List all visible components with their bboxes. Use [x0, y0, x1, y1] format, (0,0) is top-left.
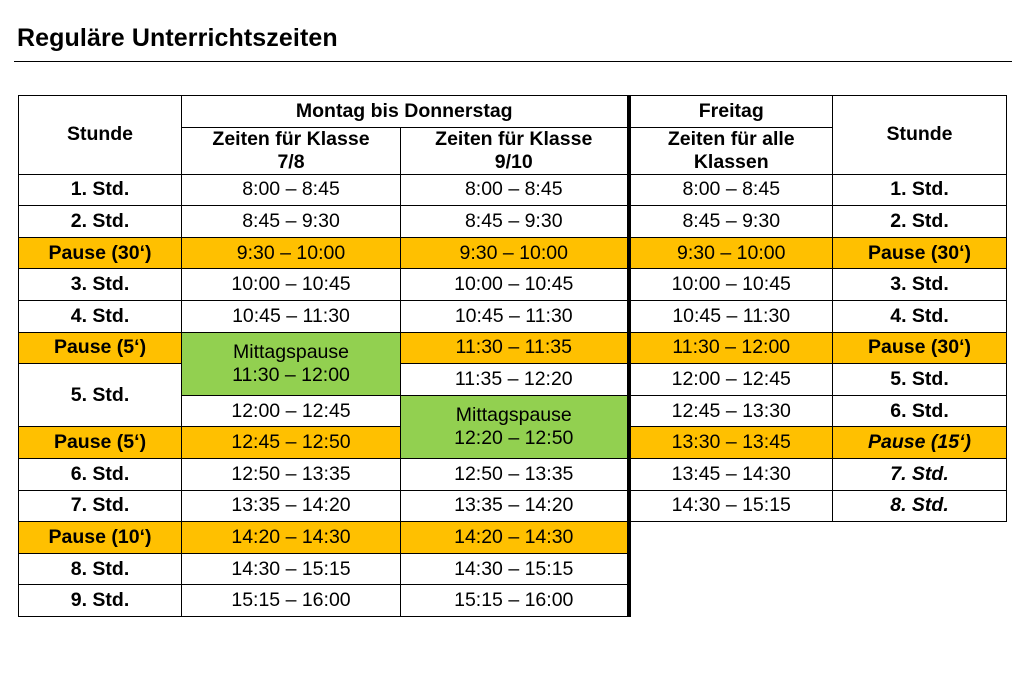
time-cell-9-10: 14:30 – 15:15 [401, 553, 629, 585]
page-title: Reguläre Unterrichtszeiten [17, 24, 338, 52]
time-cell-friday: 12:00 – 12:45 [629, 364, 833, 396]
time-cell-9-10: 11:35 – 12:20 [401, 364, 629, 396]
header-klasse-9-10 [401, 127, 629, 174]
row-label: Pause (5‘) [19, 332, 182, 364]
header-klasse-7-8 [182, 127, 401, 174]
time-cell-7-8: 10:00 – 10:45 [182, 269, 401, 301]
mittagspause-cell-9-10 [401, 395, 629, 458]
time-cell-friday: 9:30 – 10:00 [629, 237, 833, 269]
table-row [19, 206, 1007, 238]
mittagspause-time-7-8: 11:30 – 12:00 [232, 363, 350, 386]
time-cell-9-10: 8:00 – 8:45 [401, 174, 629, 206]
schedule-table [18, 95, 1007, 617]
row-label: 5. Std. [19, 364, 182, 427]
mittagspause-label-7-8: Mittagspause [233, 340, 349, 363]
table-row [19, 174, 1007, 206]
table-row [19, 269, 1007, 301]
header-stunde-left: Stunde [19, 96, 182, 175]
time-cell-7-8: 8:45 – 9:30 [182, 206, 401, 238]
time-cell-9-10: 9:30 – 10:00 [401, 237, 629, 269]
header-stunde-right: Stunde [833, 96, 1007, 175]
time-cell-9-10: 10:45 – 11:30 [401, 300, 629, 332]
time-cell-7-8: 8:00 – 8:45 [182, 174, 401, 206]
time-cell-friday: 8:00 – 8:45 [629, 174, 833, 206]
time-cell-9-10: 11:30 – 11:35 [401, 332, 629, 364]
time-cell-9-10: 12:50 – 13:35 [401, 458, 629, 490]
mittagspause-cell-7-8 [182, 332, 401, 395]
title-underline [14, 61, 1012, 62]
header-alle-klassen-line1: Zeiten für alle [667, 127, 795, 150]
friday-row-label: 4. Std. [833, 300, 1007, 332]
time-cell-7-8: 14:30 – 15:15 [182, 553, 401, 585]
table-row [19, 553, 1007, 585]
row-label: 3. Std. [19, 269, 182, 301]
time-cell-7-8: 12:45 – 12:50 [182, 427, 401, 459]
friday-row-label: 2. Std. [833, 206, 1007, 238]
empty-area [629, 522, 1007, 554]
row-label: 4. Std. [19, 300, 182, 332]
time-cell-friday: 8:45 – 9:30 [629, 206, 833, 238]
friday-row-label: Pause (30‘) [833, 332, 1007, 364]
table-row [19, 458, 1007, 490]
time-cell-9-10: 8:45 – 9:30 [401, 206, 629, 238]
time-cell-9-10: 13:35 – 14:20 [401, 490, 629, 522]
row-label: 7. Std. [19, 490, 182, 522]
time-cell-7-8: 10:45 – 11:30 [182, 300, 401, 332]
time-cell-7-8: 15:15 – 16:00 [182, 585, 401, 617]
empty-area [629, 585, 1007, 617]
table-row [19, 364, 1007, 396]
time-cell-friday: 14:30 – 15:15 [629, 490, 833, 522]
time-cell-friday: 10:00 – 10:45 [629, 269, 833, 301]
row-label: Pause (10‘) [19, 522, 182, 554]
friday-row-label: 5. Std. [833, 364, 1007, 396]
time-cell-7-8: 12:50 – 13:35 [182, 458, 401, 490]
friday-row-label: 7. Std. [833, 458, 1007, 490]
row-label: 9. Std. [19, 585, 182, 617]
friday-row-label: Pause (30‘) [833, 237, 1007, 269]
row-label: 6. Std. [19, 458, 182, 490]
friday-row-label: Pause (15‘) [833, 427, 1007, 459]
row-label: Pause (30‘) [19, 237, 182, 269]
mittagspause-label-9-10: Mittagspause [455, 403, 572, 426]
header-klasse-9-10-line2: 9/10 [494, 150, 533, 173]
friday-row-label: 3. Std. [833, 269, 1007, 301]
friday-row-label: 1. Std. [833, 174, 1007, 206]
friday-row-label: 8. Std. [833, 490, 1007, 522]
header-freitag: Freitag [629, 96, 833, 128]
time-cell-friday: 13:30 – 13:45 [629, 427, 833, 459]
table-row [19, 490, 1007, 522]
header-alle-klassen [629, 127, 833, 174]
header-alle-klassen-line2: Klassen [693, 150, 769, 173]
time-cell-9-10: 14:20 – 14:30 [401, 522, 629, 554]
time-cell-7-8: 12:00 – 12:45 [182, 395, 401, 427]
time-cell-friday: 10:45 – 11:30 [629, 300, 833, 332]
time-cell-friday: 12:45 – 13:30 [629, 395, 833, 427]
time-cell-7-8: 14:20 – 14:30 [182, 522, 401, 554]
time-cell-friday: 13:45 – 14:30 [629, 458, 833, 490]
table-row [19, 237, 1007, 269]
mittagspause-time-9-10: 12:20 – 12:50 [454, 426, 574, 449]
time-cell-9-10: 15:15 – 16:00 [401, 585, 629, 617]
header-montag-bis-donnerstag: Montag bis Donnerstag [182, 96, 629, 128]
empty-area [629, 553, 1007, 585]
time-cell-friday: 11:30 – 12:00 [629, 332, 833, 364]
time-cell-9-10: 10:00 – 10:45 [401, 269, 629, 301]
header-klasse-9-10-line1: Zeiten für Klasse [435, 127, 593, 150]
header-klasse-7-8-line2: 7/8 [277, 150, 305, 173]
header-klasse-7-8-line1: Zeiten für Klasse [212, 127, 370, 150]
table-row [19, 300, 1007, 332]
row-label: Pause (5‘) [19, 427, 182, 459]
table-row [19, 522, 1007, 554]
time-cell-7-8: 9:30 – 10:00 [182, 237, 401, 269]
row-label: 2. Std. [19, 206, 182, 238]
time-cell-7-8: 13:35 – 14:20 [182, 490, 401, 522]
table-row [19, 585, 1007, 617]
table-row [19, 332, 1007, 364]
row-label: 8. Std. [19, 553, 182, 585]
friday-row-label: 6. Std. [833, 395, 1007, 427]
row-label: 1. Std. [19, 174, 182, 206]
